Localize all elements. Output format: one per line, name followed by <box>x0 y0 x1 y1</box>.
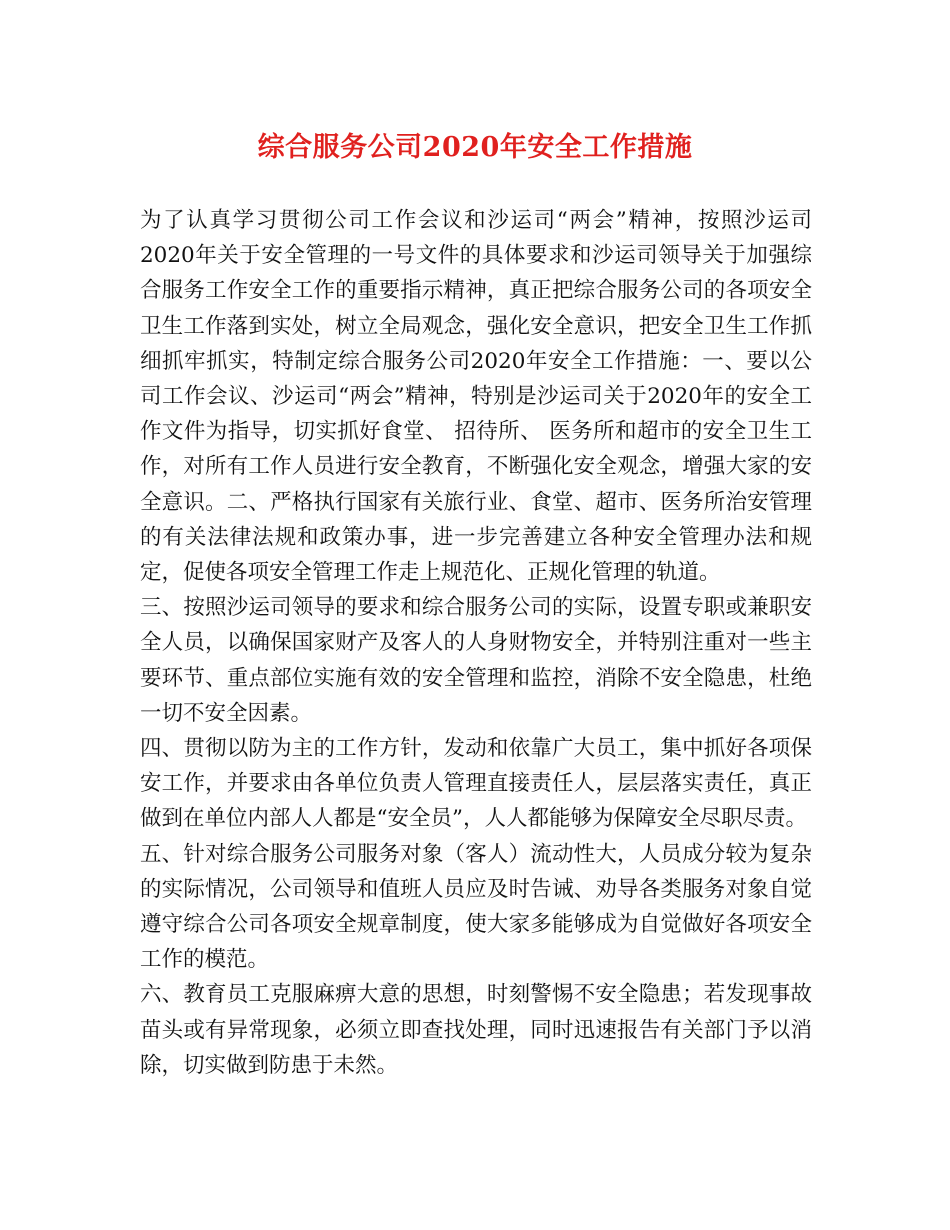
paragraph-four: 四、贯彻以防为主的工作方针，发动和依靠广大员工，集中抓好各项保安工作，并要求由各单位负责人管理直接责任人，层层落实责任，真正做到在单位内部人人都是“安全员”，人人都能够为保障安全尽职尽责。 <box>140 736 812 832</box>
paragraph-three: 三、按照沙运司领导的要求和综合服务公司的实际，设置专职或兼职安全人员，以确保国家财产及客人的人身财物安全，并特别注重对一些主要环节、重点部位实施有效的安全管理和监控，消除不安全隐患，杜绝一切不安全因素。 <box>140 595 812 726</box>
document-title: 综合服务公司2020年安全工作措施 <box>257 132 693 163</box>
paragraph-five: 五、针对综合服务公司服务对象（客人）流动性大，人员成分较为复杂的实际情况，公司领导和值班人员应及时告诫、劝导各类服务对象自觉遵守综合公司各项安全规章制度，使大家多能够成为自觉做好各项安全工作的模范。 <box>140 841 812 973</box>
paragraph-six: 六、教育员工克服麻痹大意的思想，时刻警惕不安全隐患；若发现事故苗头或有异常现象，必须立即查找处理，同时迅速报告有关部门予以消除，切实做到防患于未然。 <box>140 982 812 1078</box>
paragraph-intro-one-two: 为了认真学习贯彻公司工作会议和沙运司“两会”精神，按照沙运司2020年关于安全管理的一号文件的具体要求和沙运司领导关于加强综合服务工作安全工作的重要指示精神，真正把综合服务公司的各项安全卫生工作落到实处，树立全局观念，强化安全意识，把安全卫生工作抓细抓牢抓实，特制定综合服务公司2020年安全工作措施：一、要以公司工作会议、沙运司“两会”精神，特别是沙运司关于2020年的安全工作文件为指导，切实抓好食堂、 招待所、 医务所和超市的安全卫生工作，对所有工作人员进行安全教育，不断强化安全观念，增强大家的安全意识。二、严格执行国家有关旅行业、食堂、超市、医务所治安管理的有关法律法规和政策办事，进一步完善建立各种安全管理办法和规定，促使各项安全管理工作走上规范化、正规化管理的轨道。 <box>140 208 812 586</box>
document-body <box>140 203 812 1083</box>
